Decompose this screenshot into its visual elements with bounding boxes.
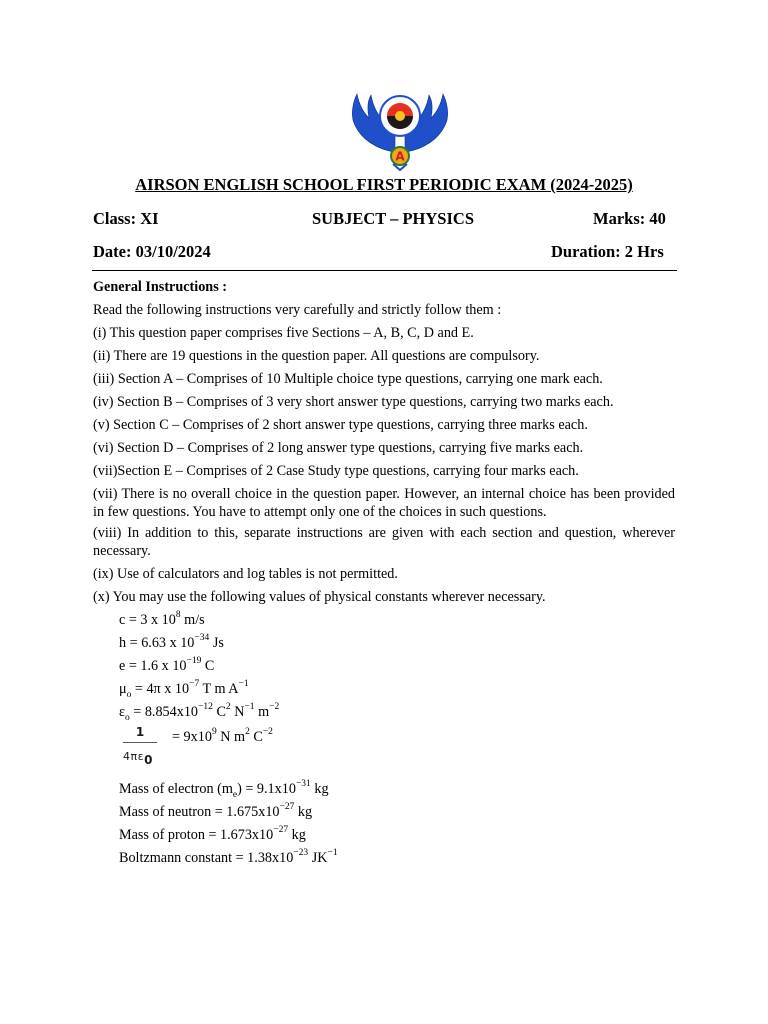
instructions-intro: Read the following instructions very carefully and strictly follow them :	[93, 302, 502, 318]
constant-coulomb: 1 4πε0 = $9x10^9$ N $m^2$ $C^{-2}$	[123, 725, 273, 767]
constant-kb: Boltzmann constant = $1.38x10^{-23}$ $JK^{-1}$	[119, 848, 338, 866]
instruction-item: (v) Section C – Comprises of 2 short answer type questions, carrying three marks each.	[93, 417, 588, 433]
instruction-item: (vii)Section E – Comprises of 2 Case Study type questions, carrying four marks each.	[93, 463, 579, 479]
instruction-item: (viii) In addition to this, separate instructions are given with each section and question, wherever necessary.	[93, 525, 675, 559]
constant-mu0: $\mu_o = 4\pi$ x $10^{-7}$ T m $A^{-1}$	[119, 679, 249, 700]
class-label: Class: XI	[93, 209, 159, 228]
instruction-item: (vii) There is no overall choice in the question paper. However, an internal choice has been provided in few questions. You have to attempt only one of the choices in such questions.	[93, 486, 675, 520]
header-divider	[92, 270, 677, 271]
logo-letter: A	[395, 149, 405, 164]
date-label: Date: 03/10/2024	[93, 242, 211, 261]
instruction-item: (x) You may use the following values of physical constants wherever necessary.	[93, 589, 546, 605]
coulomb-fraction: 1 4πε0	[123, 725, 157, 768]
instruction-item: (ix) Use of calculators and log tables is not permitted.	[93, 566, 398, 582]
instruction-item: (vi) Section D – Comprises of 2 long answer type questions, carrying five marks each.	[93, 440, 584, 456]
instruction-item: (i) This question paper comprises five Sections – A, B, C, D and E.	[93, 325, 474, 341]
instruction-item: (iii) Section A – Comprises of 10 Multiple choice type questions, carrying one mark each.	[93, 371, 603, 387]
school-crest-icon	[349, 90, 451, 172]
constant-e: e = 1.6 x $10^{-19}$ C	[119, 656, 215, 674]
constant-c: c = 3 x $10^8$ m/s	[119, 610, 205, 628]
exam-title: AIRSON ENGLISH SCHOOL FIRST PERIODIC EXAM (2024-2025)	[135, 175, 633, 194]
constant-eps0: $\varepsilon_o = 8.854x10^{-12}$ $C^2$ $N^{-1}$ $m^{-2}$	[119, 702, 280, 723]
constant-h: h = 6.63 x $10^{-34}$ Js	[119, 633, 224, 651]
instruction-item: (ii) There are 19 questions in the question paper. All questions are compulsory.	[93, 348, 540, 364]
instruction-item: (iv) Section B – Comprises of 3 very short answer type questions, carrying two marks each.	[93, 394, 614, 410]
duration-label: Duration: 2 Hrs	[551, 242, 664, 261]
constant-mp: Mass of proton = $1.673x10^{-27}$ kg	[119, 825, 306, 843]
subject-label: SUBJECT – PHYSICS	[312, 209, 474, 228]
constant-mn: Mass of neutron = $1.675x10^{-27}$ kg	[119, 802, 313, 820]
constant-me: Mass of electron $(m_e) = 9.1x10^{-31}$ kg	[119, 779, 329, 800]
instructions-block	[93, 276, 675, 870]
marks-label: Marks: 40	[593, 209, 666, 228]
instructions-heading: General Instructions :	[93, 279, 227, 295]
